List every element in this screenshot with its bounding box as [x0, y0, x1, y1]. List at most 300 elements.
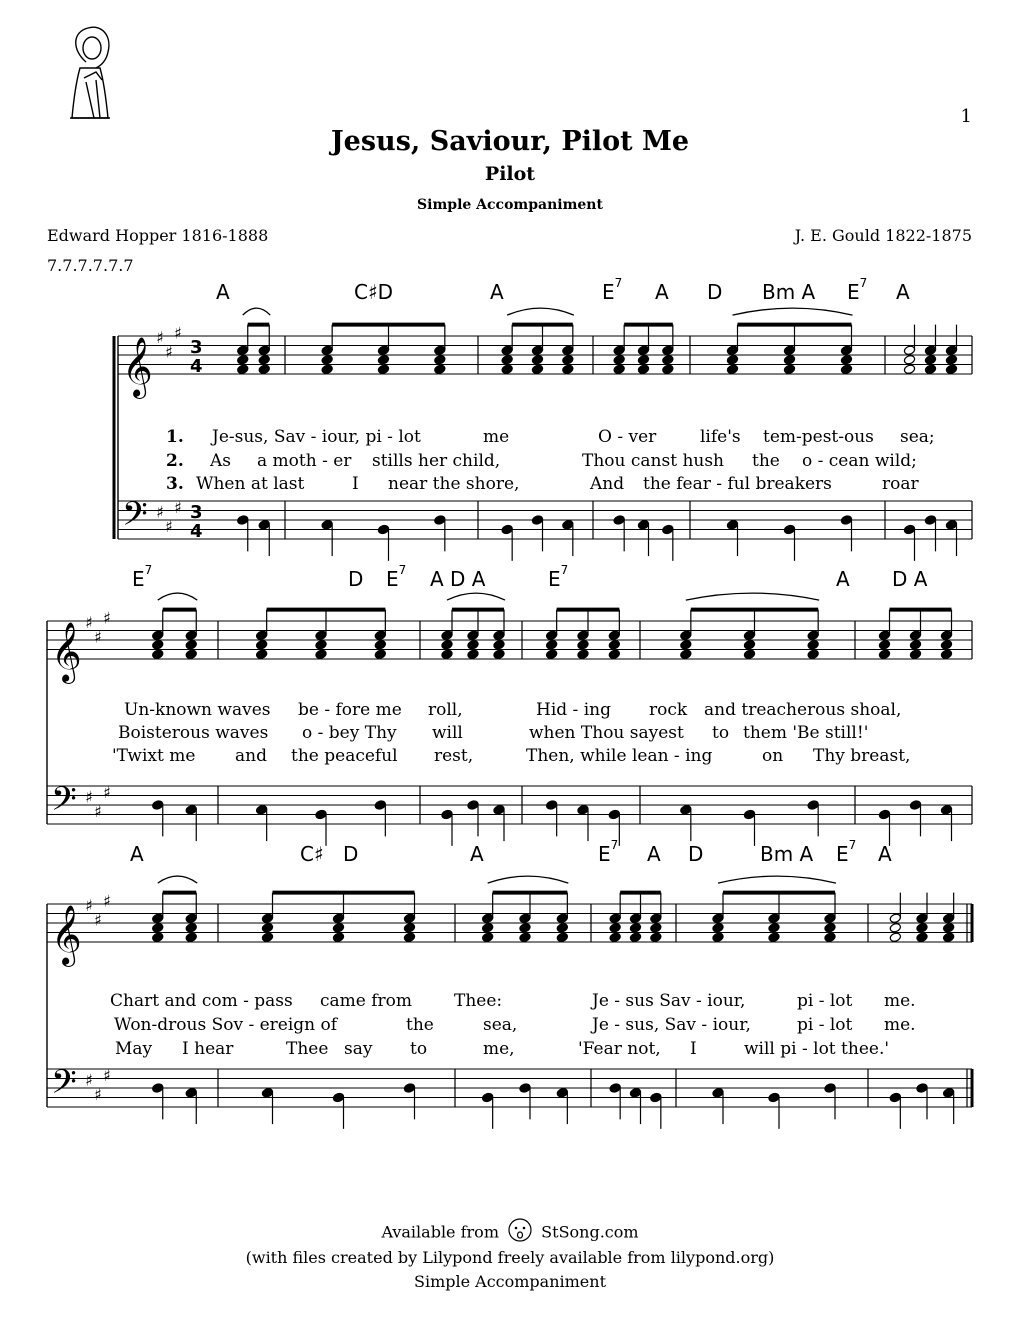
note-head	[377, 354, 389, 365]
note-head	[152, 800, 164, 811]
key-signature-sharp: ♯	[156, 328, 164, 347]
footer-credits: (with files created by Lilypond freely available from lilypond.org)	[245, 1248, 775, 1267]
slur	[718, 876, 836, 883]
note-head	[662, 364, 674, 375]
chord-symbol: A D A	[430, 567, 486, 591]
chord-symbol: D	[348, 567, 364, 591]
note-head	[629, 1087, 641, 1098]
chord-symbol: $E^7$	[836, 838, 857, 866]
meter: 7.7.7.7.7.7	[47, 256, 134, 275]
footer-edition: Simple Accompaniment	[413, 1272, 607, 1291]
note-head	[940, 630, 952, 641]
note-head	[441, 809, 453, 820]
note-head	[613, 354, 625, 365]
note-head	[824, 922, 836, 933]
note-head	[434, 354, 446, 365]
note-head	[650, 932, 662, 943]
note-head	[608, 630, 620, 641]
note-head	[743, 809, 755, 820]
note-head	[743, 649, 755, 660]
note-head	[237, 515, 249, 526]
lyric-syllables: a moth - er	[257, 451, 352, 471]
chord-symbol: A	[647, 842, 661, 866]
note-head	[374, 630, 386, 641]
note-head	[403, 932, 415, 943]
note-head	[519, 913, 531, 924]
note-head	[332, 1092, 344, 1103]
note-head	[434, 515, 446, 526]
note-head	[185, 932, 197, 943]
lyric-syllables: rest,	[434, 746, 474, 766]
page-number: 1	[960, 106, 972, 127]
lyric-syllables: when Thou sayest	[529, 723, 684, 743]
note-head	[889, 1092, 901, 1103]
tune-name: Pilot	[484, 163, 536, 185]
note-head	[629, 932, 641, 943]
note-head	[608, 649, 620, 660]
lyric-syllables: Je-sus, Sav - iour, pi - lot	[212, 427, 421, 447]
lyric-syllables: And	[590, 474, 625, 494]
note-head	[807, 630, 819, 641]
note-head	[609, 1083, 621, 1094]
slur	[158, 876, 198, 883]
lyric-syllables: me	[483, 427, 510, 447]
note-head	[609, 913, 621, 924]
note-head	[321, 345, 333, 356]
note-head	[889, 932, 901, 943]
note-head	[577, 639, 589, 650]
note-head	[403, 913, 415, 924]
note-head	[680, 649, 692, 660]
note-head	[945, 354, 957, 365]
key-signature-sharp: ♯	[94, 627, 102, 647]
note-head	[185, 913, 197, 924]
note-head	[878, 630, 890, 641]
chord-symbol: Bm A	[760, 842, 814, 866]
note-head	[807, 639, 819, 650]
time-signature-bottom: 4	[190, 356, 203, 377]
note-head	[609, 932, 621, 943]
note-head	[185, 1087, 197, 1098]
lyric-syllables: and	[235, 746, 267, 766]
note-head	[916, 1083, 928, 1094]
chord-symbol: $E^7$	[847, 276, 868, 304]
note-head	[332, 913, 344, 924]
chord-symbol: C♯D	[354, 280, 394, 304]
treble-clef: 𝄞	[122, 337, 153, 397]
note-head	[637, 354, 649, 365]
note-head	[185, 922, 197, 933]
lyric-syllables: Then, while lean - ing	[526, 746, 713, 766]
note-head	[315, 639, 327, 650]
note-head	[332, 922, 344, 933]
note-head	[613, 515, 625, 526]
note-head	[726, 345, 738, 356]
composer-credit: J. E. Gould 1822-1875	[794, 226, 972, 245]
subtitle: Simple Accompaniment	[417, 197, 603, 213]
note-head	[531, 354, 543, 365]
note-head	[467, 800, 479, 811]
time-signature-bottom: 4	[190, 521, 203, 542]
lyric-syllables: Thy breast,	[813, 746, 911, 766]
note-head	[403, 922, 415, 933]
lyric-syllables: the	[752, 451, 780, 471]
lyric-syllables: and treacherous shoal,	[704, 700, 902, 720]
note-head	[909, 649, 921, 660]
lyric-syllables: May	[115, 1039, 153, 1059]
note-head	[662, 524, 674, 535]
note-head	[608, 809, 620, 820]
note-head	[783, 354, 795, 365]
lyric-syllables: Hid - ing	[536, 700, 611, 720]
key-signature-sharp: ♯	[85, 613, 93, 632]
lyric-syllables: came from	[320, 991, 413, 1011]
note-head	[878, 649, 890, 660]
author-credit: Edward Hopper 1816-1888	[47, 226, 269, 245]
lyric-syllables: rock	[649, 700, 688, 720]
slur	[447, 593, 505, 600]
note-head	[519, 932, 531, 943]
lyric-syllables: Je - sus Sav - iour,	[592, 991, 746, 1011]
available-from-text: Available from	[381, 1222, 499, 1242]
lyric-syllables: Won-drous Sov - ereign of	[114, 1015, 338, 1035]
note-head	[255, 630, 267, 641]
note-head	[261, 932, 273, 943]
time-signature-top: 3	[190, 337, 203, 358]
key-signature-sharp: ♯	[103, 891, 111, 911]
note-head	[152, 1083, 164, 1094]
lyric-syllables: tem-pest-ous	[763, 427, 874, 447]
footer-available	[0, 1222, 1020, 1244]
key-signature-sharp: ♯	[94, 1084, 102, 1104]
chord-symbol: A	[836, 567, 850, 591]
lyric-syllables: them 'Be still!'	[743, 723, 869, 743]
lyric-syllables: When at last	[196, 474, 305, 494]
note-head	[940, 639, 952, 650]
lyric-syllables: I hear	[182, 1039, 234, 1059]
lyric-syllables: be - fore me	[298, 700, 402, 720]
note-head	[467, 649, 479, 660]
note-head	[237, 364, 249, 375]
lyric-syllables: Thee	[286, 1039, 329, 1059]
note-head	[481, 913, 493, 924]
note-head	[840, 515, 852, 526]
note-head	[783, 345, 795, 356]
chord-symbol: D	[688, 842, 704, 866]
chord-symbol: A	[470, 842, 484, 866]
note-head	[377, 524, 389, 535]
note-head	[903, 524, 915, 535]
note-head	[332, 932, 344, 943]
key-signature-sharp: ♯	[94, 910, 102, 930]
note-head	[545, 649, 557, 660]
note-head	[519, 1083, 531, 1094]
slur	[507, 308, 574, 315]
note-head	[501, 524, 513, 535]
note-head	[942, 932, 954, 943]
key-signature-sharp: ♯	[85, 896, 93, 915]
note-head	[613, 345, 625, 356]
chord-symbol: D A	[892, 567, 928, 591]
note-head	[441, 649, 453, 660]
lyric-syllables: As	[210, 451, 232, 471]
note-head	[315, 809, 327, 820]
chord-symbol: A	[216, 280, 230, 304]
note-head	[945, 364, 957, 375]
note-head	[577, 804, 589, 815]
note-head	[824, 913, 836, 924]
note-head	[255, 649, 267, 660]
slur	[733, 308, 853, 315]
note-head	[374, 800, 386, 811]
key-signature-sharp: ♯	[103, 782, 111, 802]
note-head	[531, 364, 543, 375]
chord-symbol: $E^7$	[548, 563, 569, 591]
lyric-syllables: say	[344, 1039, 373, 1059]
note-head	[501, 364, 513, 375]
key-signature-sharp: ♯	[165, 342, 173, 362]
chord-symbol: $E^7$	[598, 838, 619, 866]
note-head	[556, 932, 568, 943]
note-head	[662, 354, 674, 365]
note-head	[577, 649, 589, 660]
verse-number: 3.	[166, 474, 184, 494]
lyric-syllables: me.	[884, 1015, 916, 1035]
note-head	[545, 639, 557, 650]
note-head	[152, 922, 164, 933]
note-head	[768, 1092, 780, 1103]
note-head	[377, 364, 389, 375]
note-head	[840, 354, 852, 365]
chord-symbol: D	[343, 842, 359, 866]
note-head	[562, 519, 574, 530]
lyric-syllables: on	[762, 746, 784, 766]
lyric-syllables: the fear - ful breakers	[643, 474, 832, 494]
note-head	[185, 804, 197, 815]
note-head	[783, 364, 795, 375]
chord-symbol: C♯	[300, 842, 324, 866]
note-head	[374, 639, 386, 650]
note-head	[662, 345, 674, 356]
note-head	[315, 630, 327, 641]
note-head	[545, 630, 557, 641]
note-head	[712, 913, 724, 924]
note-head	[258, 345, 270, 356]
note-head	[768, 932, 780, 943]
note-head	[493, 630, 505, 641]
note-head	[680, 639, 692, 650]
note-head	[916, 913, 928, 924]
note-head	[374, 649, 386, 660]
lyric-syllables: to	[712, 723, 730, 743]
note-head	[940, 649, 952, 660]
note-head	[650, 913, 662, 924]
note-head	[493, 804, 505, 815]
note-head	[878, 639, 890, 650]
note-head	[945, 345, 957, 356]
note-head	[562, 364, 574, 375]
lyric-syllables: me.	[884, 991, 916, 1011]
slur	[158, 593, 198, 600]
lyric-syllables: 'Fear not,	[578, 1039, 661, 1059]
key-signature-sharp: ♯	[174, 497, 182, 517]
stsong-link[interactable]: StSong.com	[541, 1222, 639, 1242]
note-head	[185, 630, 197, 641]
note-head	[152, 639, 164, 650]
lyric-syllables: the peaceful	[291, 746, 398, 766]
key-signature-sharp: ♯	[174, 323, 182, 343]
treble-clef: 𝄞	[51, 905, 82, 965]
chord-symbol: Bm A	[762, 280, 816, 304]
bass-clef: 𝄢	[51, 1063, 77, 1110]
note-head	[441, 630, 453, 641]
slur	[686, 593, 819, 600]
note-head	[556, 913, 568, 924]
lyric-syllables: o - bey Thy	[302, 723, 397, 743]
lyric-syllables: Je - sus, Sav - iour,	[592, 1015, 751, 1035]
chord-symbol: $E^7$	[132, 563, 153, 591]
note-head	[768, 922, 780, 933]
note-head	[945, 519, 957, 530]
lyric-syllables: 'Twixt me	[112, 746, 196, 766]
note-head	[903, 345, 915, 356]
key-signature-sharp: ♯	[156, 502, 164, 522]
note-head	[712, 922, 724, 933]
note-head	[531, 345, 543, 356]
note-head	[152, 913, 164, 924]
note-head	[377, 345, 389, 356]
note-head	[903, 354, 915, 365]
lyric-syllables: o - cean wild;	[802, 451, 917, 471]
note-head	[924, 354, 936, 365]
note-head	[940, 804, 952, 815]
note-head	[924, 345, 936, 356]
note-head	[680, 630, 692, 641]
note-head	[637, 345, 649, 356]
lyric-syllables: Chart and com - pass	[110, 991, 293, 1011]
note-head	[942, 922, 954, 933]
note-head	[481, 932, 493, 943]
note-head	[916, 922, 928, 933]
note-head	[909, 630, 921, 641]
lyric-syllables: Thee:	[454, 991, 503, 1011]
note-head	[726, 519, 738, 530]
note-head	[321, 519, 333, 530]
note-head	[909, 800, 921, 811]
note-head	[556, 1087, 568, 1098]
lyric-syllables: roll,	[428, 700, 463, 720]
key-signature-sharp: ♯	[103, 608, 111, 628]
note-head	[629, 922, 641, 933]
note-head	[255, 804, 267, 815]
chord-symbol: A	[896, 280, 910, 304]
note-head	[481, 922, 493, 933]
note-head	[924, 515, 936, 526]
note-head	[909, 639, 921, 650]
lyric-syllables: will	[432, 723, 463, 743]
chord-symbol: A	[655, 280, 669, 304]
note-head	[916, 932, 928, 943]
note-head	[255, 639, 267, 650]
note-head	[531, 515, 543, 526]
note-head	[321, 364, 333, 375]
lyric-syllables: Boisterous waves	[118, 723, 269, 743]
note-head	[258, 354, 270, 365]
slur	[488, 876, 569, 883]
stsong-logo-icon	[504, 1222, 536, 1244]
lyric-syllables: me,	[483, 1039, 515, 1059]
key-signature-sharp: ♯	[94, 801, 102, 821]
note-head	[434, 345, 446, 356]
note-head	[152, 932, 164, 943]
note-head	[556, 922, 568, 933]
note-head	[519, 922, 531, 933]
note-head	[637, 364, 649, 375]
note-head	[889, 922, 901, 933]
note-head	[609, 922, 621, 933]
chord-symbol: A	[490, 280, 504, 304]
bass-clef: 𝄢	[122, 495, 148, 542]
song-title: Jesus, Saviour, Pilot Me	[330, 126, 690, 157]
chord-symbol: $E^7$	[602, 276, 623, 304]
bass-clef: 𝄢	[51, 780, 77, 827]
note-head	[493, 639, 505, 650]
note-head	[903, 364, 915, 375]
note-head	[629, 913, 641, 924]
key-signature-sharp: ♯	[103, 1065, 111, 1085]
lyric-syllables: Thou canst hush	[582, 451, 725, 471]
note-head	[924, 364, 936, 375]
note-head	[185, 639, 197, 650]
note-head	[403, 1083, 415, 1094]
note-head	[493, 649, 505, 660]
note-head	[434, 364, 446, 375]
note-head	[650, 922, 662, 933]
note-head	[467, 639, 479, 650]
note-head	[680, 804, 692, 815]
note-head	[840, 364, 852, 375]
note-head	[726, 364, 738, 375]
lyric-syllables: pi - lot	[797, 991, 853, 1011]
lyric-syllables: Un-known waves	[124, 700, 271, 720]
note-head	[315, 649, 327, 660]
note-head	[545, 800, 557, 811]
note-head	[637, 519, 649, 530]
lyric-syllables: I	[352, 474, 359, 494]
chord-symbol: D	[707, 280, 723, 304]
note-head	[824, 1083, 836, 1094]
note-head	[237, 354, 249, 365]
note-head	[258, 519, 270, 530]
note-head	[261, 913, 273, 924]
lyric-syllables: life's	[700, 427, 741, 447]
lyric-syllables: near the shore,	[388, 474, 520, 494]
note-head	[467, 630, 479, 641]
chord-symbol: $E^7$	[386, 563, 407, 591]
note-head	[261, 1087, 273, 1098]
time-signature-top: 3	[190, 502, 203, 523]
note-head	[712, 932, 724, 943]
note-head	[261, 922, 273, 933]
note-head	[321, 354, 333, 365]
note-head	[481, 1092, 493, 1103]
note-head	[807, 800, 819, 811]
note-head	[840, 345, 852, 356]
note-head	[889, 913, 901, 924]
note-head	[712, 1087, 724, 1098]
verse-number: 2.	[166, 451, 184, 471]
note-head	[577, 630, 589, 641]
